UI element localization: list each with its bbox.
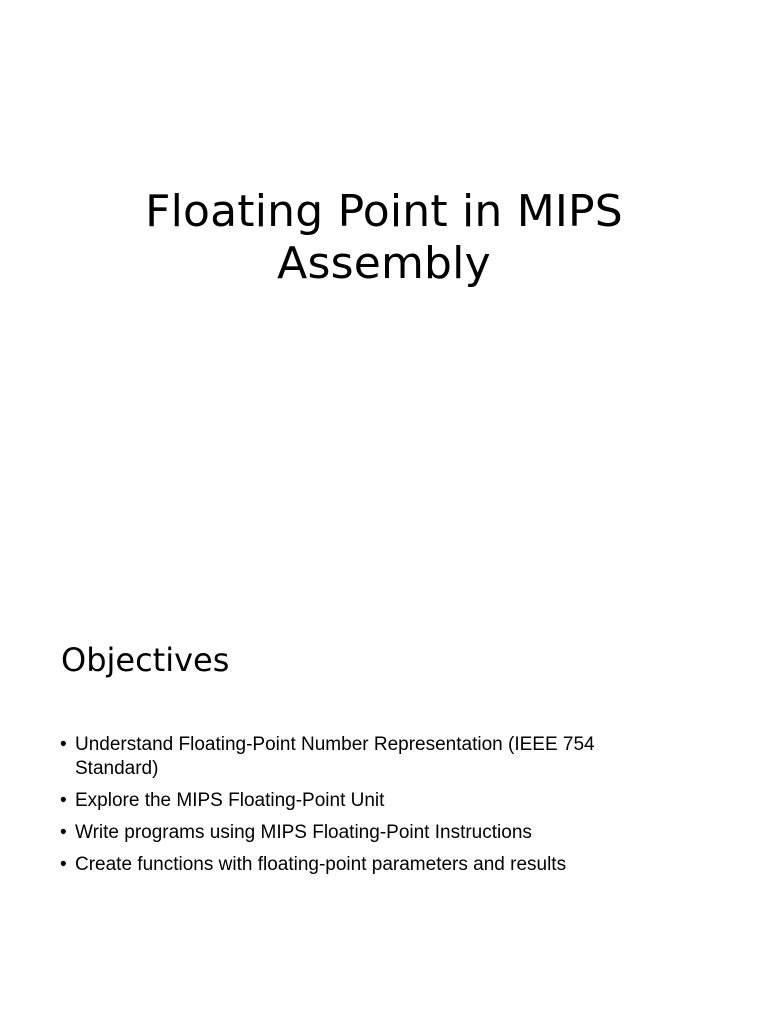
bullet-icon: • bbox=[60, 854, 67, 875]
objective-text: Understand Floating-Point Number Representation (IEEE 754 Standard) bbox=[75, 734, 595, 779]
objective-item bbox=[60, 821, 680, 845]
slide-title bbox=[60, 186, 708, 290]
slide-title-line-1: Floating Point in MIPS bbox=[145, 186, 623, 237]
objectives-slide bbox=[0, 620, 768, 1024]
objective-text: Write programs using MIPS Floating-Point Instructions bbox=[75, 822, 532, 843]
objectives-list bbox=[60, 733, 680, 885]
objective-item bbox=[60, 733, 680, 781]
bullet-icon: • bbox=[60, 822, 67, 843]
slide-title-line-2: Assembly bbox=[277, 238, 491, 289]
bullet-icon: • bbox=[60, 734, 67, 755]
objective-item bbox=[60, 789, 680, 813]
bullet-icon: • bbox=[60, 790, 67, 811]
objectives-heading: Objectives bbox=[61, 641, 230, 679]
objective-text: Explore the MIPS Floating-Point Unit bbox=[75, 790, 385, 811]
objective-item bbox=[60, 853, 680, 877]
objective-text: Create functions with floating-point parameters and results bbox=[75, 854, 567, 875]
